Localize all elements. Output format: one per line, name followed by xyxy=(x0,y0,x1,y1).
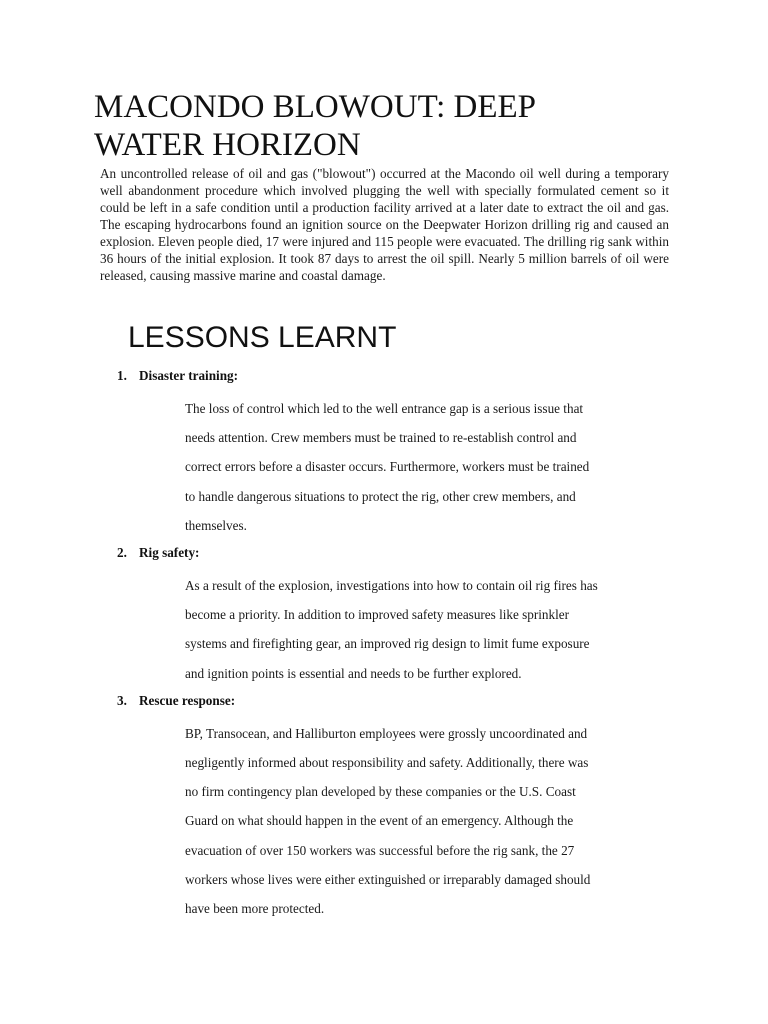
document-title-line: MACONDO BLOWOUT: DEEP xyxy=(94,89,537,125)
lesson-label: Rig safety: xyxy=(139,545,200,561)
lesson-body-line: have been more protected. xyxy=(185,901,325,917)
document-title xyxy=(94,88,654,164)
lesson-heading xyxy=(0,690,768,712)
lesson-number: 1. xyxy=(117,368,127,383)
section-heading: LESSONS LEARNT xyxy=(128,321,397,354)
lesson-body-line: negligently informed about responsibility and safety. Additionally, there was xyxy=(185,755,589,771)
lesson-body-line: themselves. xyxy=(185,517,247,533)
lesson-body xyxy=(185,571,663,688)
lesson-body-line: become a priority. In addition to improved safety measures like sprinkler xyxy=(185,607,570,623)
lesson-item xyxy=(0,365,768,540)
document-title-line: WATER HORIZON xyxy=(94,127,361,163)
lesson-body-line: The loss of control which led to the well entrance gap is a serious issue that xyxy=(185,401,584,416)
lesson-label: Disaster training: xyxy=(139,368,239,383)
lesson-item xyxy=(0,542,768,688)
lesson-number: 3. xyxy=(117,692,127,708)
lesson-number: 2. xyxy=(117,545,127,561)
lesson-body-line: and ignition points is essential and needs to be further explored. xyxy=(185,665,522,681)
lesson-body xyxy=(185,394,663,540)
lessons-list xyxy=(0,365,768,923)
lesson-body-line: Guard on what should happen in the event of an emergency. Although the xyxy=(185,813,574,829)
lesson-body-line: BP, Transocean, and Halliburton employees were grossly uncoordinated and xyxy=(185,725,588,741)
lesson-heading xyxy=(0,365,768,387)
lesson-body xyxy=(185,719,663,923)
lesson-label: Rescue response: xyxy=(139,692,236,708)
lesson-body-line: As a result of the explosion, investigations into how to contain oil rig fires has xyxy=(185,578,598,594)
lesson-body-line: needs attention. Crew members must be trained to re-establish control and xyxy=(185,430,577,446)
lesson-body-line: correct errors before a disaster occurs. Furthermore, workers must be trained xyxy=(185,459,590,475)
intro-paragraph: An uncontrolled release of oil and gas ("blowout") occurred at the Macondo oil well during a temporary well abandonment procedure which involved plugging the well with specially formulated cement so it could be left in a safe condition until a production facility arrived at a later date to extract the oil and gas. The escaping hydrocarbons found an ignition source on the Deepwater Horizon drilling rig and caused an explosion. Eleven people died, 17 were injured and 115 people were evacuated. The drilling rig sank within 36 hours of the initial explosion. It took 87 days to arrest the oil spill. Nearly 5 million barrels of oil were released, causing massive marine and coastal damage. xyxy=(100,166,669,283)
lesson-body-line: no firm contingency plan developed by these companies or the U.S. Coast xyxy=(185,784,576,800)
lesson-body-line: systems and firefighting gear, an improved rig design to limit fume exposure xyxy=(185,636,590,652)
lesson-body-line: workers whose lives were either extinguished or irreparably damaged should xyxy=(185,871,591,887)
lesson-item xyxy=(0,690,768,923)
lesson-body-line: evacuation of over 150 workers was successful before the rig sank, the 27 xyxy=(185,842,575,858)
lesson-body-line: to handle dangerous situations to protect the rig, other crew members, and xyxy=(185,488,576,504)
lesson-heading xyxy=(0,542,768,564)
